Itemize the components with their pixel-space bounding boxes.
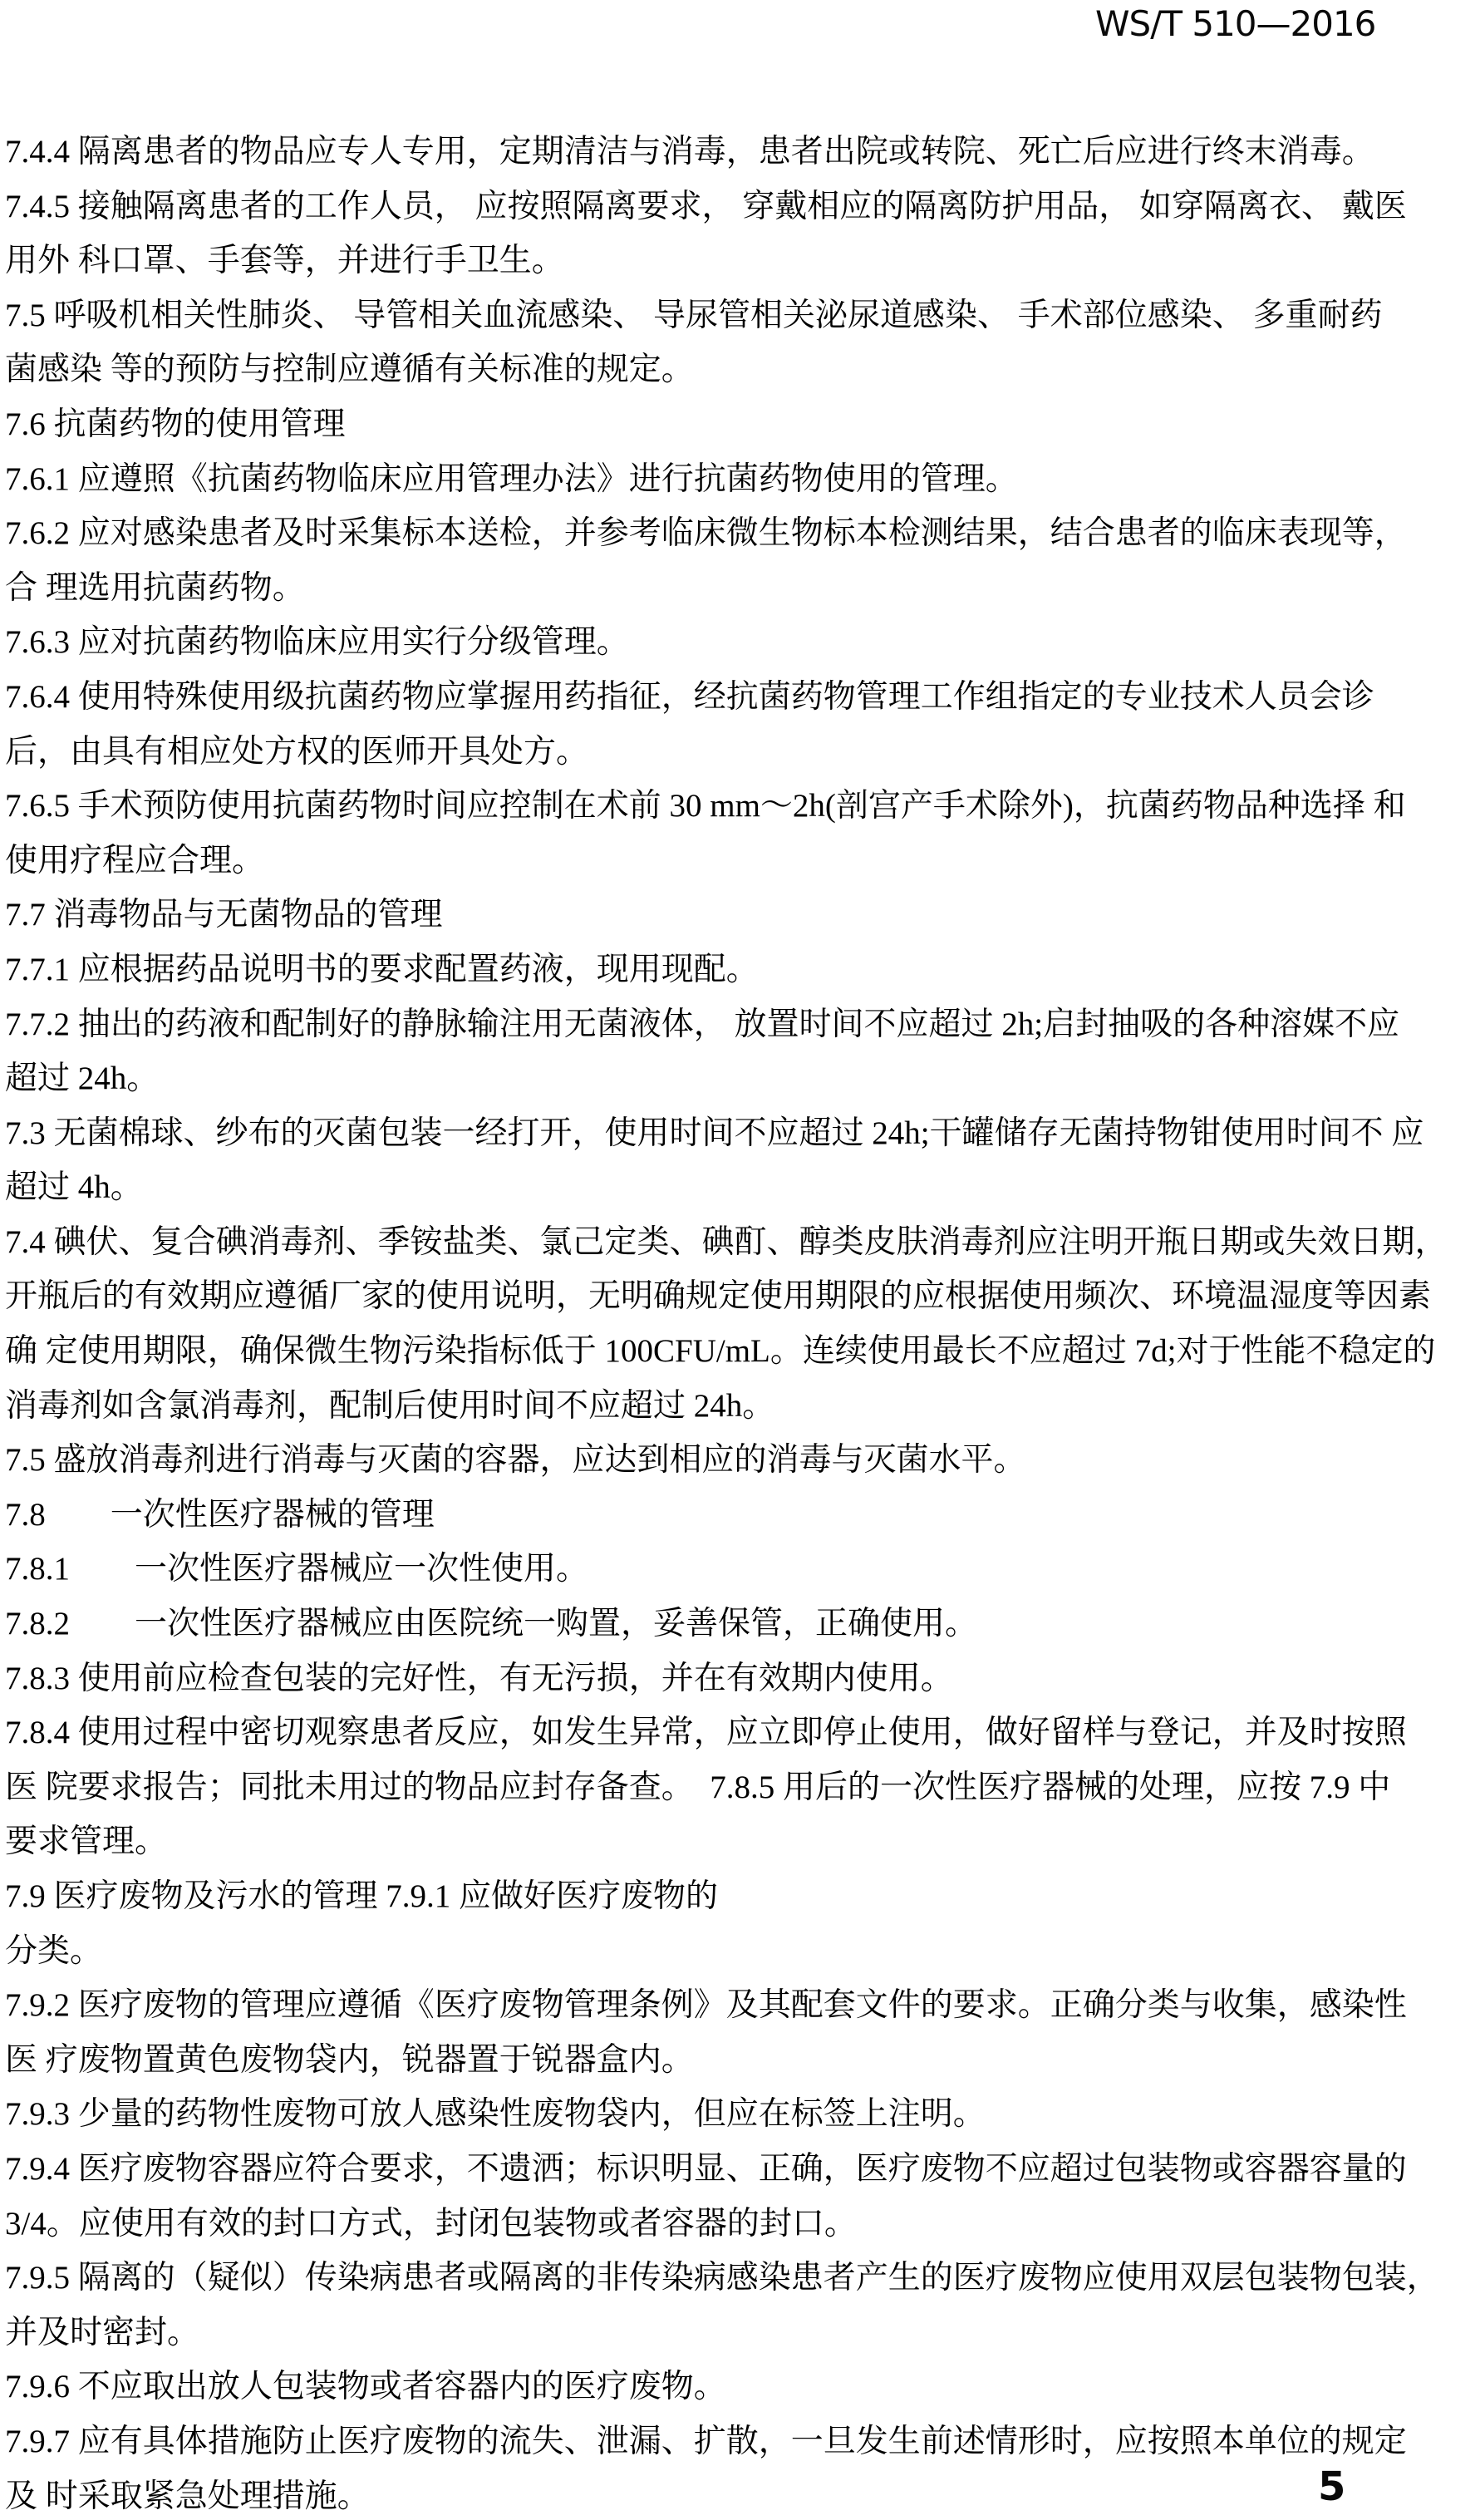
text-line: 7.6.4 使用特殊使用级抗菌药物应掌握用药指征，经抗菌药物管理工作组指定的专业技术人员会诊 [5,678,1374,715]
standard-code-header: WS/T 510—2016 [1095,3,1376,44]
text-line: 7.9 医疗废物及污水的管理 7.9.1 应做好医疗废物的 [5,1878,719,1914]
text-line: 7.7 消毒物品与无菌物品的管理 [5,897,443,933]
text-line: 3/4。应使用有效的封口方式，封闭包装物或者容器的封口。 [5,2205,857,2242]
text-line: 7.6 抗菌药物的使用管理 [5,406,346,442]
text-line: 医 疗废物置黄色废物袋内，锐器置于锐器盒内。 [5,2041,694,2078]
text-lines [5,125,1472,2520]
text-line: 超过 4h。 [5,1169,143,1206]
text-line: 用外 科口罩、手套等，并进行手卫生。 [5,243,564,279]
text-line: 菌感染 等的预防与控制应遵循有关标准的规定。 [5,352,694,388]
text-line: 7.4 碘伏、复合碘消毒剂、季铵盐类、氯己定类、碘酊、醇类皮肤消毒剂应注明开瓶日期或失效日期， [5,1223,1448,1260]
text-line: 7.3 无菌棉球、纱布的灭菌包装一经打开，使用时间不应超过 24h;干罐储存无菌持物钳使用时间不 应 [5,1115,1424,1151]
text-line: 7.6.3 应对抗菌药物临床应用实行分级管理。 [5,624,629,661]
text-line: 7.4.5 接触隔离患者的工作人员， 应按照隔离要求， 穿戴相应的隔离防护用品， 如穿隔离衣、 戴医 [5,188,1407,224]
text-line: 7.8.4 使用过程中密切观察患者反应，如发生异常，应立即停止使用，做好留样与登记，并及时按照 [5,1715,1407,1751]
text-line: 并及时密封。 [5,2314,200,2350]
text-line: 确 定使用期限，确保微生物污染指标低于 100CFU/mL。连续使用最长不应超过 7d;对于性能不稳定的 [5,1333,1436,1370]
text-line: 7.5 盛放消毒剂进行消毒与灭菌的容器，应达到相应的消毒与灭菌水平。 [5,1442,1026,1479]
text-line: 7.6.5 手术预防使用抗菌药物时间应控制在术前 30 mm～2h(剖宫产手术除外)，抗菌药物品种选择 和 [5,788,1406,824]
text-line: 分类。 [5,1932,103,1969]
text-line: 7.8.3 使用前应检查包装的完好性，有无污损，并在有效期内使用。 [5,1660,953,1696]
text-line: 7.8 一次性医疗器械的管理 [5,1496,435,1533]
text-line: 要求管理。 [5,1824,168,1860]
text-line: 开瓶后的有效期应遵循厂家的使用说明，无明确规定使用期限的应根据使用频次、环境温湿度等因素 [5,1278,1432,1315]
text-line: 合 理选用抗菌药物。 [5,569,305,606]
text-line: 7.8.1 一次性医疗器械应一次性使用。 [5,1551,589,1587]
text-line: 7.9.3 少量的药物性废物可放人感染性废物袋内，但应在标签上注明。 [5,2096,986,2133]
text-line: 7.9.5 隔离的（疑似）传染病患者或隔离的非传染病感染患者产生的医疗废物应使用双层包装物包装， [5,2260,1439,2296]
text-line: 7.6.2 应对感染患者及时采集标本送检，并参考临床微生物标本检测结果，结合患者的临床表现等， [5,515,1407,552]
text-line: 7.9.6 不应取出放人包装物或者容器内的医疗废物。 [5,2369,726,2405]
text-line: 及 时采取紧急处理措施。 [5,2478,370,2514]
text-line: 7.8.2 一次性医疗器械应由医院统一购置，妥善保管，正确使用。 [5,1606,978,1642]
text-line: 医 院要求报告；同批未用过的物品应封存备查。 7.8.5 用后的一次性医疗器械的处理，应按 7.9 中 [5,1769,1391,1805]
page-number: 5 [1318,2463,1346,2510]
text-line: 7.7.1 应根据药品说明书的要求配置药液，现用现配。 [5,951,759,987]
text-line: 7.6.1 应遵照《抗菌药物临床应用管理办法》进行抗菌药物使用的管理。 [5,460,1018,497]
text-line: 使用疗程应合理。 [5,842,265,879]
text-line: 超过 24h。 [5,1061,160,1097]
text-line: 7.9.7 应有具体措施防止医疗废物的流失、泄漏、扩散，一旦发生前述情形时，应按照本单位的规定 [5,2423,1407,2459]
text-line: 消毒剂如含氯消毒剂，配制后使用时间不应超过 24h。 [5,1387,775,1424]
text-line: 7.9.2 医疗废物的管理应遵循《医疗废物管理条例》及其配套文件的要求。正确分类与收集，感染性 [5,1987,1407,2024]
text-line: 7.5 呼吸机相关性肺炎、 导管相关血流感染、 导尿管相关泌尿道感染、 手术部位感染、 多重耐药 [5,297,1383,333]
text-line: 后，由具有相应处方权的医师开具处方。 [5,733,589,770]
text-line: 7.4.4 隔离患者的物品应专人专用，定期清洁与消毒，患者出院或转院、死亡后应进行终末消毒。 [5,134,1374,170]
text-line: 7.9.4 医疗废物容器应符合要求，不遗洒；标识明显、正确，医疗废物不应超过包装物或容器容量的 [5,2150,1407,2187]
text-line: 7.7.2 抽出的药液和配制好的静脉输注用无菌液体， 放置时间不应超过 2h;启封抽吸的各种溶媒不应 [5,1006,1400,1042]
